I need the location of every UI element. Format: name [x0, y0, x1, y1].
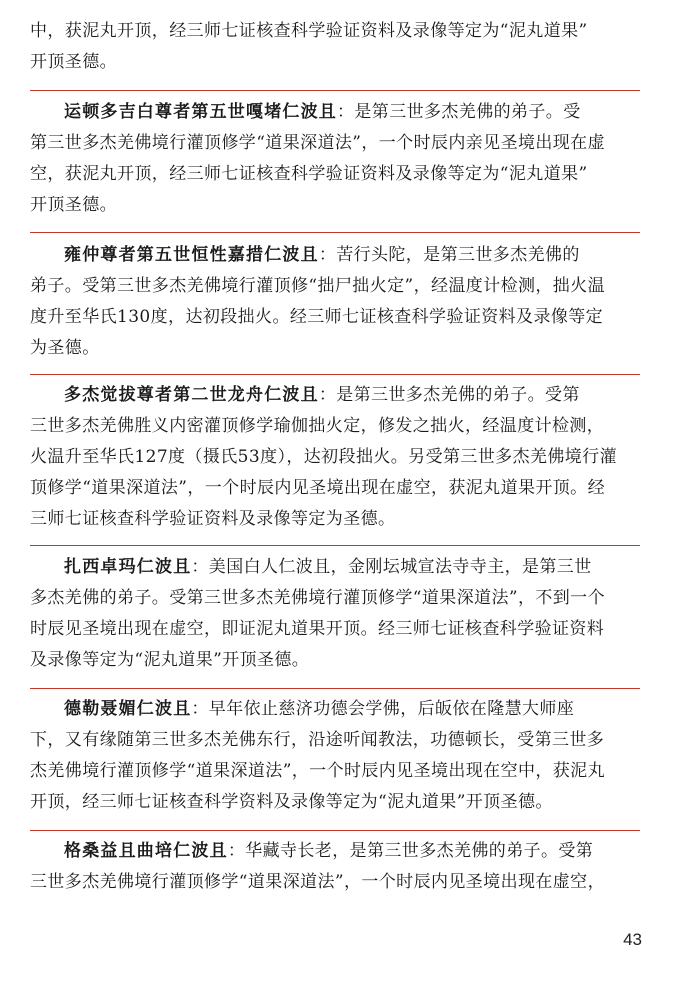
entry-text: ：早年依止慈济功德会学佛，后皈依在隆慧大师座 — [191, 699, 575, 719]
entry-name: 雍仲尊者第五世恒性嘉措仁波且 — [64, 245, 319, 265]
text-line: 三世多杰羌佛胜义内密灌顶修学瑜伽拙火定，修发之拙火，经温度计检测， — [30, 416, 605, 436]
entry-delei — [30, 694, 640, 818]
entry-first-line — [30, 97, 640, 128]
separator-line — [30, 688, 640, 689]
entry-name: 扎西卓玛仁波且 — [64, 557, 192, 577]
entry-text: ：美国白人仁波且，金刚坛城宣法寺寺主，是第三世 — [191, 557, 592, 577]
text-line: 弟子。受第三世多杰羌佛境行灌顶修“拙尸拙火定”，经温度计检测，拙火温 — [30, 276, 605, 296]
separator-line — [30, 374, 640, 375]
separator-line — [30, 830, 640, 831]
text-line: 及录像等定为“泥丸道果”开顶圣德。 — [30, 650, 310, 670]
text-line: 度升至华氏130度，达初段拙火。经三师七证核查科学验证资料及录像等定 — [30, 307, 604, 327]
separator-line — [30, 545, 640, 546]
entry-yongzhong — [30, 240, 640, 364]
entry-text: ：华藏寺长老，是第三世多杰羌佛的弟子。受第 — [227, 841, 594, 861]
entry-text: ：苦行头陀，是第三世多杰羌佛的 — [318, 245, 580, 265]
text-line: 为圣德。 — [30, 338, 100, 358]
text-line: 多杰羌佛的弟子。受第三世多杰羌佛境行灌顶修学“道果深道法”，不到一个 — [30, 588, 605, 608]
entry-text: ：是第三世多杰羌佛的弟子。受第 — [318, 385, 580, 405]
entry-name: 多杰觉拔尊者第二世龙舟仁波且 — [64, 385, 319, 405]
text-line: 下，又有缘随第三世多杰羌佛东行，沿途听闻教法，功德顿长，受第三世多 — [30, 730, 605, 750]
text-line: 时辰见圣境出现在虚空，即证泥丸道果开顶。经三师七证核查科学验证资料 — [30, 619, 605, 639]
text-line: 空，获泥丸开顶，经三师七证核查科学验证资料及录像等定为“泥丸道果” — [30, 164, 588, 184]
text-line: 三师七证核查科学验证资料及录像等定为圣德。 — [30, 509, 396, 529]
entry-text: ：是第三世多杰羌佛的弟子。受 — [337, 102, 581, 122]
separator-line — [30, 90, 640, 91]
text-line: 开顶圣德。 — [30, 52, 117, 72]
entry-continuation — [30, 16, 640, 78]
entry-name: 运顿多吉白尊者第五世嘎堵仁波且 — [64, 102, 337, 122]
entry-name: 德勒聂媚仁波且 — [64, 699, 192, 719]
text-line: 中，获泥丸开顶，经三师七证核查科学验证资料及录像等定为“泥丸道果” — [30, 21, 588, 41]
entry-first-line — [30, 240, 640, 271]
entry-first-line — [30, 836, 640, 867]
entry-yundun — [30, 97, 640, 221]
entry-duojie — [30, 380, 640, 535]
page-number: 43 — [623, 930, 642, 949]
entry-name: 格桑益且曲培仁波且 — [64, 841, 228, 861]
text-line: 杰羌佛境行灌顶修学“道果深道法”，一个时辰内见圣境出现在空中，获泥丸 — [30, 761, 605, 781]
text-line: 三世多杰羌佛境行灌顶修学“道果深道法”，一个时辰内见圣境出现在虚空， — [30, 872, 605, 892]
text-line: 第三世多杰羌佛境行灌顶修学“道果深道法”，一个时辰内亲见圣境出现在虚 — [30, 133, 605, 153]
separator-line — [30, 232, 640, 233]
text-line: 顶修学“道果深道法”，一个时辰内见圣境出现在虚空，获泥丸道果开顶。经 — [30, 478, 605, 498]
entry-first-line — [30, 552, 640, 583]
entry-zhaxi — [30, 552, 640, 676]
entry-first-line — [30, 694, 640, 725]
text-line: 开顶，经三师七证核查科学资料及录像等定为“泥丸道果”开顶圣德。 — [30, 792, 553, 812]
entry-first-line — [30, 380, 640, 411]
text-line: 开顶圣德。 — [30, 195, 117, 215]
text-line: 火温升至华氏127度（摄氏53度），达初段拙火。另受第三世多杰羌佛境行灌 — [30, 447, 617, 467]
entry-gesang — [30, 836, 640, 898]
